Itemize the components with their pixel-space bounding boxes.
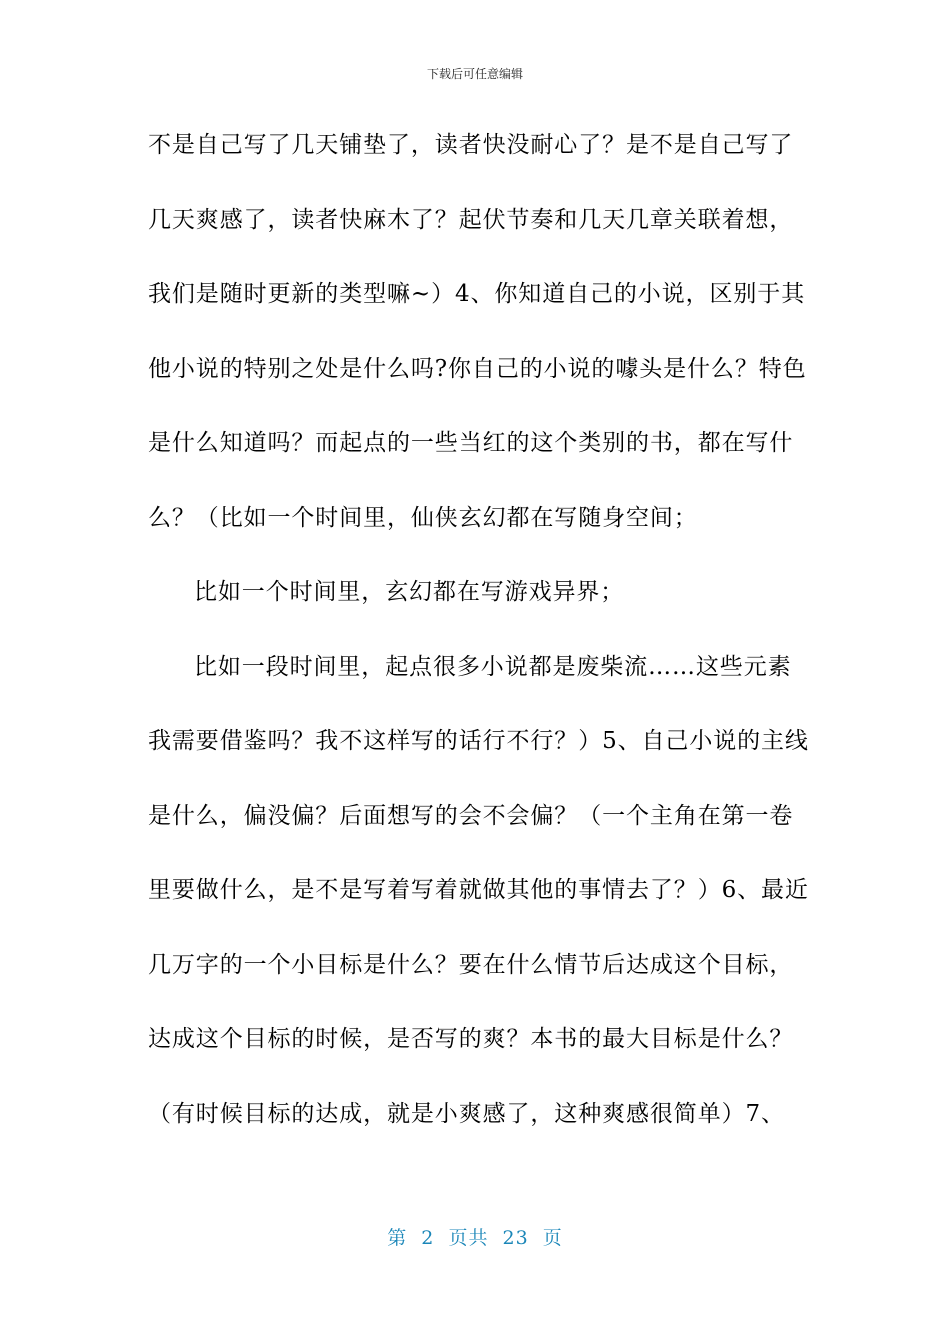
text-line: 达成这个目标的时候，是否写的爽？本书的最大目标是什么？ [148,1026,794,1052]
text-line-indented: 比如一段时间里，起点很多小说都是废柴流……这些元素 [194,653,792,680]
text-line: 么？（比如一个时间里，仙侠玄幻都在写随身空间； [148,504,698,531]
text-line: 我需要借鉴吗？我不这样写的话行不行？）5、自己小说的主线 [148,728,809,754]
page-footer [0,1226,950,1250]
text-line: 不是自己写了几天铺垫了，读者快没耐心了？是不是自己写了 [148,132,794,158]
text-line: 是什么知道吗？而起点的一些当红的这个类别的书，都在写什 [148,430,794,456]
text-line: （有时候目标的达成，就是小爽感了，这种爽感很简单）7、 [148,1100,785,1127]
page-number-label: 第 2 页共 23 页 [387,1227,563,1249]
page-header: 下载后可任意编辑 [426,67,523,81]
text-line-indented: 比如一个时间里，玄幻都在写游戏异界； [194,579,625,605]
text-line: 几天爽感了，读者快麻木了？起伏节奏和几天几章关联着想， [148,206,794,233]
text-line: 是什么，偏没偏？后面想写的会不会偏？（一个主角在第一卷 [148,802,794,829]
text-line: 里要做什么，是不是写着写着就做其他的事情去了？）6、最近 [148,877,809,903]
text-line: 他小说的特别之处是什么吗?你自己的小说的噱头是什么？特色 [148,355,807,382]
text-line: 几万字的一个小目标是什么？要在什么情节后达成这个目标， [148,951,794,978]
document-body [148,123,808,1166]
text-line: 我们是随时更新的类型嘛~）4、你知道自己的小说，区别于其 [148,281,806,307]
